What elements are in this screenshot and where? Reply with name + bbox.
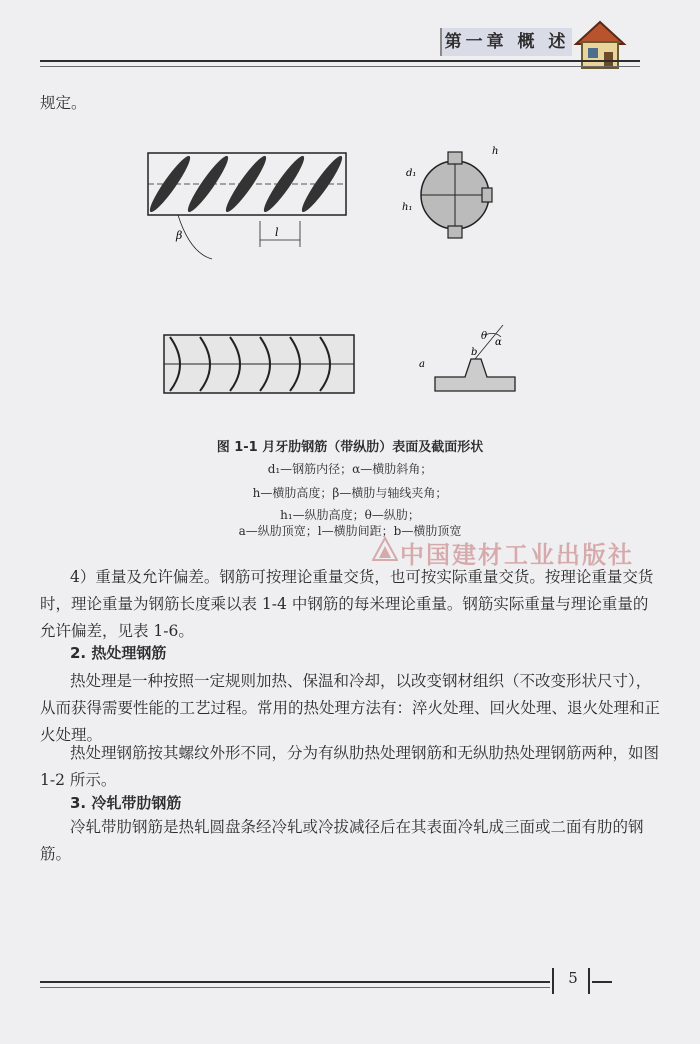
- footer-rule: [40, 981, 550, 983]
- intro-text: 规定。: [40, 94, 87, 112]
- rebar-side-view-diagram: [140, 135, 360, 265]
- rib-profile-diagram: [415, 315, 525, 395]
- figure-legend-line: h—横肋高度；β—横肋与轴线夹角；: [252, 486, 448, 500]
- label-l: l: [275, 226, 279, 239]
- paragraph-weight-tolerance: 4）重量及允许偏差。钢筋可按理论重量交货，也可按实际重量交货。按理论重量交货时，理论重量为钢筋长度乘以表 1-4 中钢筋的每米理论重量。钢筋实际重量与理论重量的允许偏差，见表 1-6。: [40, 568, 654, 640]
- label-d1: d₁: [406, 168, 417, 179]
- figure-caption: 图 1-1 月牙肋钢筋（带纵肋）表面及截面形状: [216, 440, 484, 455]
- paragraph-heat-treated-types: 热处理钢筋按其螺纹外形不同，分为有纵肋热处理钢筋和无纵肋热处理钢筋两种，如图 1-2 所示。: [40, 744, 660, 789]
- figure-legend-line: h₁—纵肋高度；θ—纵肋；: [280, 508, 420, 522]
- header-rule: [40, 60, 640, 62]
- section-heading-cold-rolled: 3. 冷轧带肋钢筋: [70, 794, 182, 812]
- publisher-watermark: 中国建材工业出版社: [400, 540, 634, 569]
- label-beta: β: [176, 229, 183, 242]
- footer-bracket-left: [552, 968, 554, 994]
- publisher-logo-icon: [372, 536, 398, 562]
- page-number: 5: [568, 969, 578, 987]
- label-alpha: α: [495, 337, 502, 348]
- label-theta: θ: [481, 331, 488, 342]
- rebar-cross-section-diagram: [400, 140, 510, 250]
- footer-bracket-right: [588, 968, 590, 994]
- house-icon: [572, 18, 628, 70]
- label-h: h: [492, 146, 499, 157]
- header-rule-thin: [40, 66, 640, 67]
- figure-legend-line: d₁—钢筋内径；α—横肋斜角；: [267, 462, 433, 476]
- chapter-title: 第一章 概 述: [440, 28, 572, 56]
- paragraph-cold-rolled: 冷轧带肋钢筋是热轧圆盘条经冷轧或冷拔减径后在其表面冷轧成三面或二面有肋的钢筋。: [40, 818, 644, 863]
- figure-legend-line: a—纵肋顶宽；l—横肋间距；b—横肋顶宽: [238, 524, 462, 538]
- paragraph-heat-treatment: 热处理是一种按照一定规则加热、保温和冷却，以改变钢材组织（不改变形状尺寸），从而获得需要性能的工艺过程。常用的热处理方法有：淬火处理、回火处理、退火处理和正火处理。: [40, 672, 661, 744]
- label-a: a: [419, 359, 425, 370]
- section-heading-heat-treated: 2. 热处理钢筋: [70, 644, 167, 662]
- rebar-crescent-rib-diagram: [160, 325, 360, 405]
- footer-rule-thin: [40, 987, 550, 988]
- label-b: b: [471, 347, 478, 358]
- footer-rule-tail: [592, 981, 612, 983]
- label-h1: h₁: [402, 202, 413, 213]
